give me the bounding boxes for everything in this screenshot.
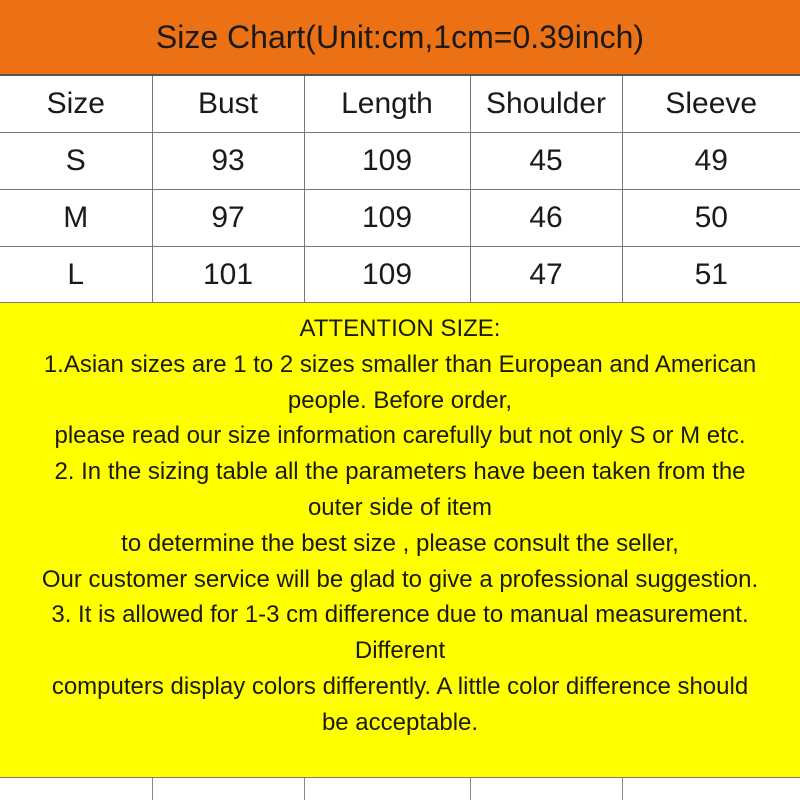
table-cell: 49 (622, 133, 800, 190)
notice-line: 1.Asian sizes are 1 to 2 sizes smaller than European and American (43, 350, 757, 378)
table-cell: S (0, 133, 152, 190)
column-header-sleeve: Sleeve (622, 76, 800, 133)
table-cell: 97 (152, 190, 304, 247)
notice-line: to determine the best size , please consult the seller, (121, 529, 679, 557)
notice-line: be acceptable. (321, 708, 479, 736)
table-header-row (0, 76, 800, 133)
size-table (0, 76, 800, 304)
notice-line: outer side of item (307, 493, 493, 521)
grid-divider (304, 778, 305, 800)
table-cell: 93 (152, 133, 304, 190)
column-header-size: Size (0, 76, 152, 133)
table-row (0, 133, 800, 190)
size-chart-title: Size Chart(Unit:cm,1cm=0.39inch) (0, 0, 800, 76)
column-header-shoulder: Shoulder (470, 76, 622, 133)
grid-divider (470, 778, 471, 800)
notice-line: 2. In the sizing table all the parameters have been taken from the (54, 458, 746, 486)
table-cell: 47 (470, 247, 622, 304)
notice-line: computers display colors differently. A little color difference should (51, 672, 749, 700)
table-cell: 46 (470, 190, 622, 247)
notice-line: people. Before order, (287, 386, 513, 414)
table-row (0, 190, 800, 247)
table-cell: 51 (622, 247, 800, 304)
notice-heading: ATTENTION SIZE: (299, 315, 501, 342)
attention-notice (0, 302, 800, 778)
notice-line: Our customer service will be glad to give a professional suggestion. (41, 565, 759, 593)
bottom-grid-strip (0, 778, 800, 800)
column-header-length: Length (304, 76, 470, 133)
table-cell: L (0, 247, 152, 304)
notice-line: Different (354, 637, 446, 665)
table-cell: 109 (304, 133, 470, 190)
table-cell: M (0, 190, 152, 247)
notice-line: 3. It is allowed for 1-3 cm difference due to manual measurement. (51, 601, 749, 629)
table-cell: 101 (152, 247, 304, 304)
table-row (0, 247, 800, 304)
table-cell: 109 (304, 190, 470, 247)
grid-divider (622, 778, 623, 800)
table-cell: 109 (304, 247, 470, 304)
column-header-bust: Bust (152, 76, 304, 133)
table-cell: 45 (470, 133, 622, 190)
notice-line: please read our size information carefully but not only S or M etc. (54, 422, 746, 450)
grid-divider (152, 778, 153, 800)
table-cell: 50 (622, 190, 800, 247)
